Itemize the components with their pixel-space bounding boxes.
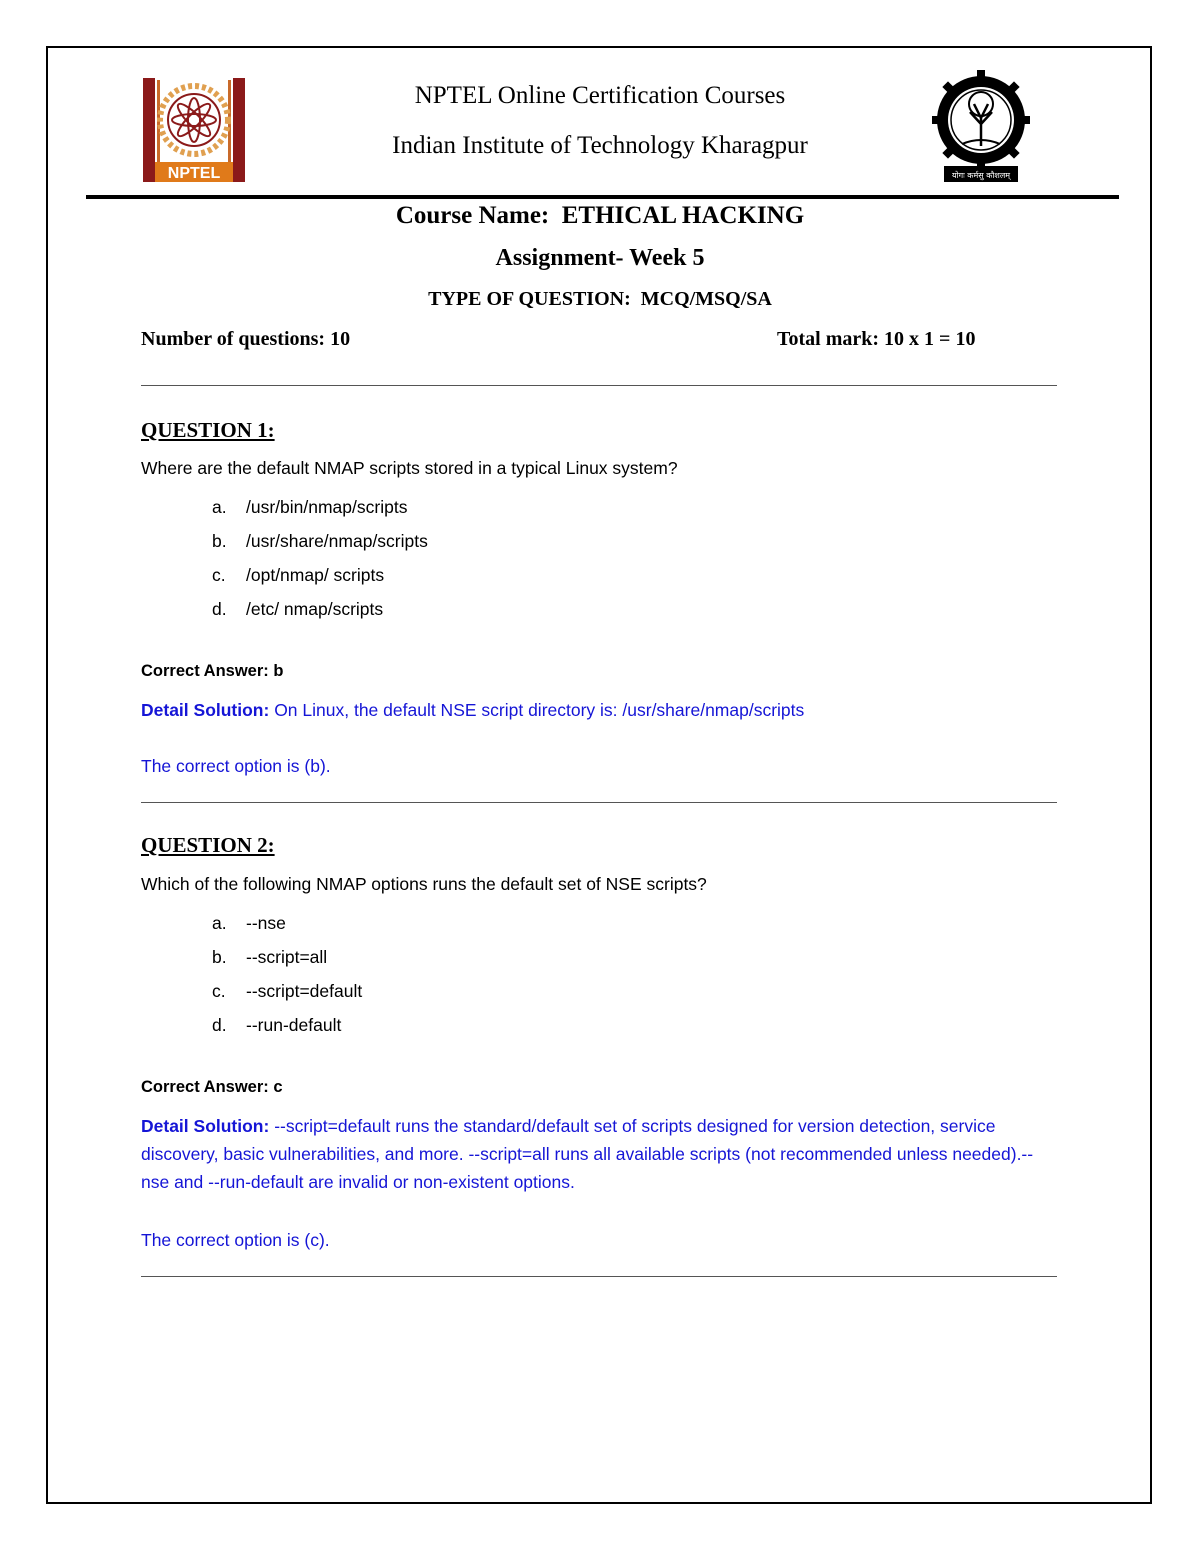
question-2-option-a xyxy=(212,913,286,934)
option-label: b. xyxy=(212,947,227,967)
question-1-option-b xyxy=(212,531,428,552)
course-name xyxy=(0,202,1200,230)
solution-label: Detail Solution: xyxy=(141,1116,270,1136)
assignment-title: Assignment- Week 5 xyxy=(495,245,705,271)
question-type-value: MCQ/MSQ/SA xyxy=(640,288,772,310)
nptel-logo-text: NPTEL xyxy=(167,165,221,182)
question-2-option-c xyxy=(212,981,362,1002)
option-label: d. xyxy=(212,1015,227,1035)
question-1-option-d xyxy=(212,599,383,620)
question-2-correct-option: The correct option is (c). xyxy=(141,1230,330,1250)
option-text: /etc/ nmap/scripts xyxy=(246,599,384,619)
option-label: c. xyxy=(212,981,226,1001)
course-name-label: Course Name: xyxy=(395,202,550,229)
nptel-logo xyxy=(141,76,247,184)
question-2-heading: QUESTION 2: xyxy=(141,833,275,857)
option-text: /opt/nmap/ scripts xyxy=(246,565,385,585)
solution-text: --script=default runs the standard/default set of scripts designed for version detection, service discovery, basic vulnerabilities, and more. --script=all runs all available scripts (not recommended unless needed).--nse and --run-default are invalid or non-existent options. xyxy=(141,1116,1034,1192)
question-type-label: TYPE OF QUESTION: xyxy=(428,288,631,310)
question-2-option-d xyxy=(212,1015,341,1036)
header-rule xyxy=(86,195,1119,199)
question-2-option-b xyxy=(212,947,327,968)
iit-emblem-caption: योगः कर्मसु कौशलम् xyxy=(951,171,1011,180)
divider xyxy=(141,1276,1057,1277)
question-1-text: Where are the default NMAP scripts stored in a typical Linux system? xyxy=(141,458,678,478)
number-of-questions: Number of questions: 10 xyxy=(141,328,351,350)
option-text: --nse xyxy=(246,913,286,933)
question-1-correct-answer: Correct Answer: b xyxy=(141,662,284,680)
header-line-1: NPTEL Online Certification Courses xyxy=(414,82,786,109)
option-text: /usr/bin/nmap/scripts xyxy=(246,497,408,517)
option-label: c. xyxy=(212,565,226,585)
question-1-correct-option: The correct option is (b). xyxy=(141,756,331,776)
divider xyxy=(141,802,1057,803)
question-2-text: Which of the following NMAP options runs the default set of NSE scripts? xyxy=(141,874,707,894)
option-label: b. xyxy=(212,531,227,551)
option-label: a. xyxy=(212,913,227,933)
question-type xyxy=(0,288,1200,311)
question-1-heading: QUESTION 1: xyxy=(141,418,275,442)
solution-label: Detail Solution: xyxy=(141,700,270,720)
question-1-solution xyxy=(141,696,1061,724)
question-2-correct-answer: Correct Answer: c xyxy=(141,1078,283,1096)
option-label: a. xyxy=(212,497,227,517)
solution-text: On Linux, the default NSE script directory is: /usr/share/nmap/scripts xyxy=(269,700,805,720)
option-text: /usr/share/nmap/scripts xyxy=(246,531,428,551)
question-1-option-a xyxy=(212,497,407,518)
header-line-2: Indian Institute of Technology Kharagpur xyxy=(392,132,808,159)
option-text: --run-default xyxy=(246,1015,342,1035)
course-name-value: ETHICAL HACKING xyxy=(561,202,805,229)
question-1-option-c xyxy=(212,565,384,586)
question-2-solution xyxy=(141,1112,1061,1196)
option-label: d. xyxy=(212,599,227,619)
total-mark: Total mark: 10 x 1 = 10 xyxy=(777,328,976,350)
iit-kgp-emblem xyxy=(932,68,1030,186)
option-text: --script=all xyxy=(246,947,328,967)
option-text: --script=default xyxy=(246,981,363,1001)
divider xyxy=(141,385,1057,386)
